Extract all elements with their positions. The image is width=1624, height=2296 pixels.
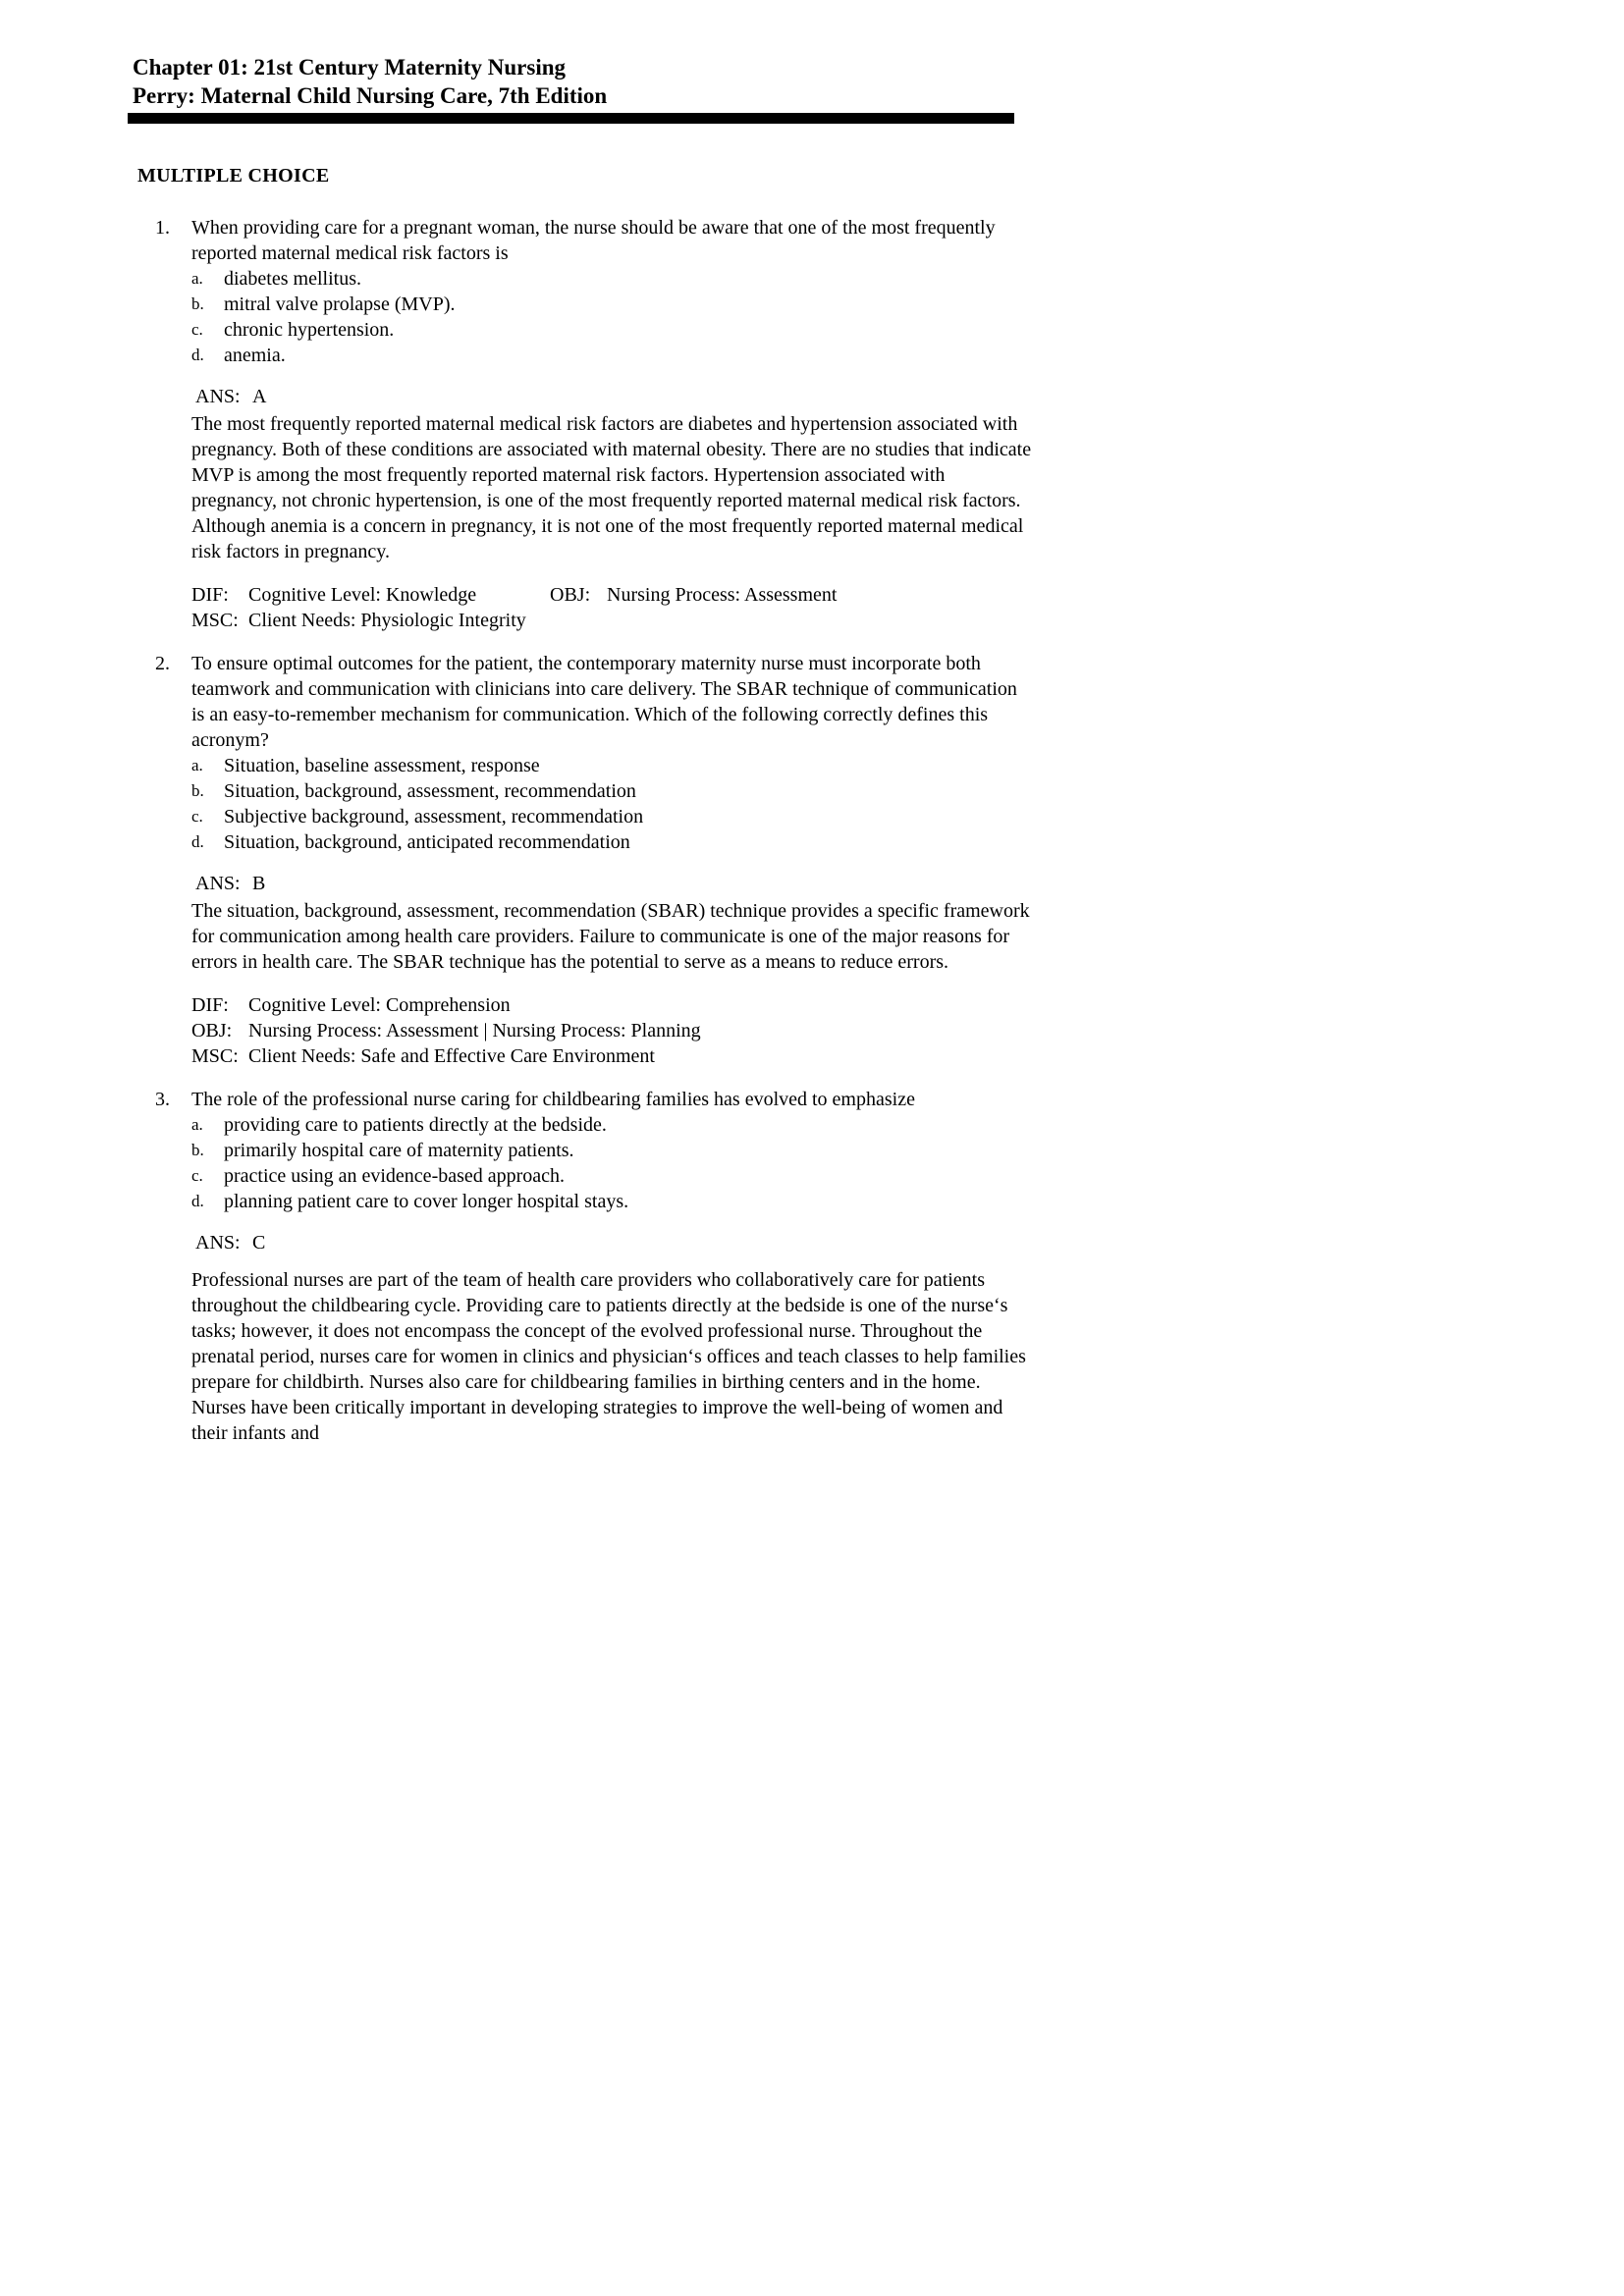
question-stem: When providing care for a pregnant woman, the nurse should be aware that one of the most frequently reported maternal medical risk factors is [191,217,996,264]
header-divider [128,113,1014,124]
option-letter: b. [191,294,204,313]
answer-options [155,1112,1624,1214]
option-row-a [191,753,1624,778]
question-stem-row [155,651,1624,753]
meta-row [191,1018,1624,1043]
book-edition-title: Perry: Maternal Child Nursing Care, 7th Edition [133,83,608,108]
rationale-text: The most frequently reported maternal medical risk factors are diabetes and hypertension associated with pregnancy. Both of these conditions are associated with maternal obesity. There are no studies that indicate MVP is among the most frequently reported maternal risk factors. Hypertension associated with pregnancy, not chronic hypertension, is one of the most frequently reported maternal medical risk factors. Although anemia is a concern in pregnancy, it is not one of the most frequently reported maternal medical risk factors in pregnancy. [191,413,1032,562]
obj-label: OBJ: [550,584,591,606]
meta-row [191,582,1624,608]
option-row-a [191,266,1624,292]
dif-label: DIF: [191,994,229,1016]
option-text: mitral valve prolapse (MVP). [224,294,456,315]
option-text: planning patient care to cover longer hospital stays. [224,1191,629,1212]
option-row-c [191,1163,1624,1189]
question-number: 3. [155,1089,170,1110]
rationale-text: Professional nurses are part of the team of health care providers who collaboratively care for patients throughout the childbearing cycle. Providing care to patients directly at the bedside is one of the nurse‘s tasks; however, it does not encompass the concept of the evolved professional nurse. Throughout the prenatal period, nurses care for women in clinics and physician‘s offices and teach classes to help families prepare for childbirth. Nurses also care for childbearing families in birthing centers and in the home. Nurses have been critically important in developing strategies to improve the well-being of women and their infants and [191,1269,1026,1444]
option-text: Situation, background, assessment, recommendation [224,780,636,802]
msc-entry [191,608,526,633]
option-row-b [191,292,1624,317]
obj-label: OBJ: [191,1020,233,1041]
dif-value: Cognitive Level: Comprehension [248,994,511,1016]
option-text: practice using an evidence-based approach. [224,1165,566,1187]
question-metadata [191,992,1624,1069]
question-metadata [191,582,1624,633]
obj-value: Nursing Process: Assessment [607,584,838,606]
dif-label: DIF: [191,584,229,606]
option-text: Situation, baseline assessment, response [224,755,540,776]
option-text: diabetes mellitus. [224,268,361,290]
option-row-b [191,778,1624,804]
answer-line [195,1230,1624,1255]
answer-options [155,266,1624,368]
question-list [0,215,1624,1446]
rationale-text: The situation, background, assessment, recommendation (SBAR) technique provides a specific framework for communication among health care providers. Failure to communicate is one of the major reasons for errors in health care. The SBAR technique has the potential to serve as a means to reduce errors. [191,900,1030,973]
option-letter: b. [191,1141,204,1159]
answer-line [195,384,1624,409]
dif-entry [191,582,550,608]
document-header [133,0,1624,110]
option-row-b [191,1138,1624,1163]
option-text: Subjective background, assessment, recommendation [224,806,644,828]
option-letter: c. [191,320,203,339]
option-text: anemia. [224,345,286,366]
option-text: providing care to patients directly at the bedside. [224,1114,607,1136]
answer-value: A [252,386,267,407]
option-row-c [191,317,1624,343]
msc-value: Client Needs: Safe and Effective Care Environment [248,1045,655,1067]
option-row-d [191,1189,1624,1214]
option-letter: d. [191,346,204,364]
question-stem: The role of the professional nurse caring for childbearing families has evolved to emphasize [191,1089,915,1110]
option-row-d [191,829,1624,855]
msc-value: Client Needs: Physiologic Integrity [248,610,526,631]
question-number: 2. [155,653,170,674]
dif-entry [191,992,511,1018]
option-row-c [191,804,1624,829]
msc-label: MSC: [191,610,239,631]
option-row-a [191,1112,1624,1138]
answer-value: B [252,873,266,894]
option-text: Situation, background, anticipated recommendation [224,831,630,853]
question-number: 1. [155,217,170,239]
question-3 [155,1087,1624,1446]
meta-row [191,1043,1624,1069]
answer-label: ANS: [195,1232,241,1254]
obj-value: Nursing Process: Assessment | Nursing Process: Planning [248,1020,701,1041]
msc-label: MSC: [191,1045,239,1067]
obj-entry [191,1018,701,1043]
obj-entry [550,582,837,608]
meta-row [191,992,1624,1018]
question-stem-row [155,215,1624,266]
question-stem: To ensure optimal outcomes for the patient, the contemporary maternity nurse must incorporate both teamwork and communication with clinicians into care delivery. The SBAR technique of communication is an easy-to-remember mechanism for communication. Which of the following correctly defines this acronym? [191,653,1017,751]
meta-row [191,608,1624,633]
option-letter: d. [191,1192,204,1210]
answer-line [195,871,1624,896]
answer-value: C [252,1232,266,1254]
option-letter: a. [191,269,203,288]
chapter-title: Chapter 01: 21st Century Maternity Nursing [133,55,567,80]
option-letter: a. [191,1115,203,1134]
dif-value: Cognitive Level: Knowledge [248,584,477,606]
answer-label: ANS: [195,386,241,407]
answer-options [155,753,1624,855]
question-1 [155,215,1624,633]
option-letter: b. [191,781,204,800]
section-heading-multiple-choice: MULTIPLE CHOICE [137,165,330,187]
option-text: primarily hospital care of maternity patients. [224,1140,574,1161]
msc-entry [191,1043,655,1069]
question-stem-row [155,1087,1624,1112]
answer-label: ANS: [195,873,241,894]
question-2 [155,651,1624,1069]
option-text: chronic hypertension. [224,319,395,341]
option-letter: d. [191,832,204,851]
option-letter: a. [191,756,203,774]
option-letter: c. [191,807,203,826]
option-letter: c. [191,1166,203,1185]
option-row-d [191,343,1624,368]
